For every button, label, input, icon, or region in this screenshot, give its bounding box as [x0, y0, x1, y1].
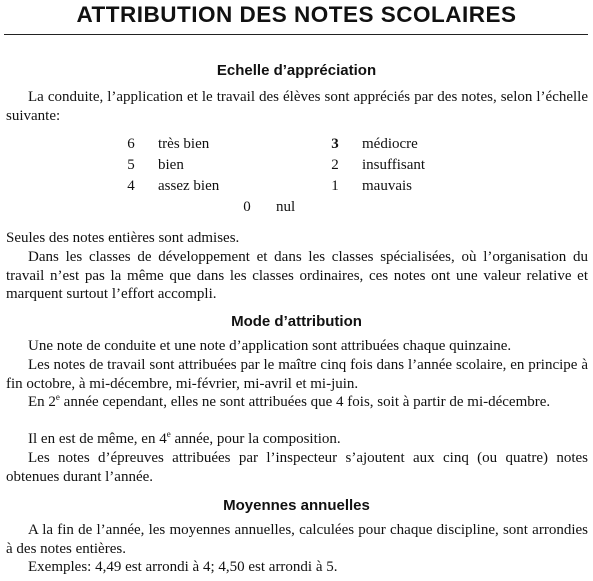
superscript-e: e — [55, 392, 60, 402]
text-2e-pre: En 2 — [28, 394, 56, 410]
paragraph-quinzaine: Une note de conduite et une note d’application sont attribuées chaque quinzaine. — [28, 338, 512, 354]
heading-moyennes: Moyennes annuelles — [223, 497, 370, 514]
scale-label-2: insuffisant — [362, 157, 426, 173]
scale-num-0: 0 — [243, 199, 251, 215]
scale-label-3: médiocre — [362, 136, 418, 152]
paragraph-2e-annee — [6, 393, 588, 412]
scale-label-4: assez bien — [158, 178, 220, 194]
paragraph-entieres: Seules des notes entières sont admises. — [6, 230, 240, 246]
scale-num-4: 4 — [127, 178, 135, 194]
title-rule — [4, 34, 588, 35]
text-4e-post: année, pour la composition. — [170, 431, 341, 447]
scale-label-1: mauvais — [362, 178, 412, 194]
scale-num-1: 1 — [331, 178, 339, 194]
heading-mode: Mode d’attribution — [231, 313, 362, 330]
scale-label-5: bien — [158, 157, 184, 173]
scale-label-6: très bien — [158, 136, 210, 152]
paragraph-notes-travail: Les notes de travail sont attribuées par le maître cinq fois dans l’année scolaire, en principe à fin octobre, à mi-décembre, mi-février, mi-avril et mi-juin. — [6, 357, 588, 392]
paragraph-classes: Dans les classes de développement et dans les classes spécialisées, où l’organisation du travail n’est pas la même que dans les classes ordinaires, ces notes ont une valeur relative et marquent surtout l’effort accompli. — [6, 249, 588, 302]
scale-label-0: nul — [276, 199, 296, 215]
scale-num-2: 2 — [331, 157, 339, 173]
scale-num-5: 5 — [127, 157, 135, 173]
text-2e-post: année cependant, elles ne sont attribuées que 4 fois, soit à partir de mi-décembre. — [59, 394, 551, 410]
heading-echelle: Echelle d’appréciation — [216, 62, 377, 79]
paragraph-epreuves: Les notes d’épreuves attribuées par l’inspecteur s’ajoutent aux cinq (ou quatre) notes obtenues durant l’année. — [6, 450, 588, 485]
paragraph-4e-annee — [6, 430, 588, 449]
text-4e-pre: Il en est de même, en 4 — [28, 431, 167, 447]
superscript-e: e — [166, 429, 171, 439]
scale-num-3: 3 — [331, 136, 339, 152]
page-title: ATTRIBUTION DES NOTES SCOLAIRES — [76, 2, 517, 27]
scale-table — [0, 134, 593, 218]
paragraph-exemples: Exemples: 4,49 est arrondi à 4; 4,50 est arrondi à 5. — [28, 559, 338, 575]
scale-num-6: 6 — [127, 136, 135, 152]
paragraph-intro: La conduite, l’application et le travail des élèves sont appréciés par des notes, selon l’échelle suivante: — [6, 89, 588, 124]
paragraph-moyennes: A la fin de l’année, les moyennes annuelles, calculées pour chaque discipline, sont arrondies à des notes entières. — [6, 522, 588, 557]
